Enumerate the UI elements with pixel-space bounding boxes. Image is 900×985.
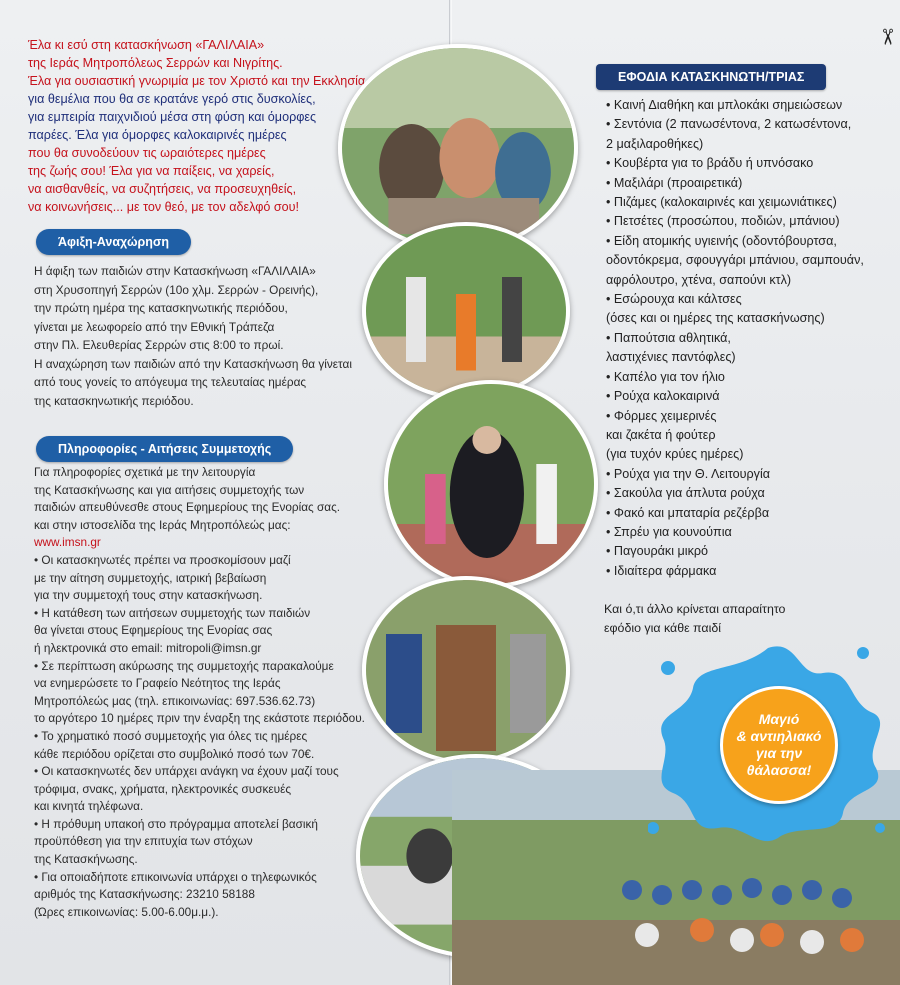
info-bullets: [34, 552, 374, 921]
info-bullet-line: θα γίνεται στους Εφημερίους της Ενορίας σας: [34, 623, 273, 638]
arrival-line: στην Πλ. Ελευθερίας Σερρών στις 8:00 το πρωί.: [34, 338, 284, 352]
supplies-item: • Ρούχα καλοκαιρινά: [606, 389, 720, 404]
info-bullet-line: τρόφιμα, σνακς, χρήματα, ηλεκτρονικές συσκευές: [34, 781, 292, 796]
supplies-item: • Κουβέρτα για το βράδυ ή υπνόσακο: [606, 156, 814, 171]
arrival-heading: Άφιξη-Αναχώρηση: [36, 229, 191, 255]
info-bullet-line: • Η πρόθυμη υπακοή στο πρόγραμμα αποτελεί βασική: [34, 816, 318, 831]
intro-line: της ζωής σου! Έλα για να παίξεις, να χαρείς,: [28, 164, 275, 178]
supplies-item: • Εσώρουχα και κάλτσες: [606, 292, 742, 307]
info-text: [34, 464, 374, 921]
intro-line: Έλα κι εσύ στη κατασκήνωση «ΓΑΛΙΛΑΙΑ»: [28, 38, 265, 52]
photo-circle-3: [384, 380, 598, 588]
photo-circle-2: [362, 222, 570, 400]
supplies-item: • Σακούλα για άπλυτα ρούχα: [606, 486, 765, 501]
photo-food-trays: [366, 580, 566, 760]
website-link[interactable]: www.imsn.gr: [34, 535, 101, 550]
info-bullet-line: το αργότερο 10 ημέρες πριν την έναρξη της εκάστοτε περιόδου.: [34, 711, 365, 726]
supplies-item: • Πετσέτες (προσώπου, ποδιών, μπάνιου): [606, 214, 840, 229]
info-line: της Κατασκήνωσης και για αιτήσεις συμμετοχής των: [34, 482, 305, 497]
scissors-icon: ✂: [874, 27, 900, 47]
intro-line: για εμπειρία παιχνιδιού μέσα στη φύση και όμορφες: [28, 110, 317, 124]
supplies-item: • Είδη ατομικής υγιεινής (οδοντόβουρτσα,: [606, 233, 837, 248]
supplies-item: 2 μαξιλαροθήκες): [606, 136, 704, 151]
arrival-text: [34, 262, 374, 410]
info-bullet-line: • Σε περίπτωση ακύρωσης της συμμετοχής παρακαλούμε: [34, 658, 334, 673]
intro-line: της Ιεράς Μητροπόλεως Σερρών και Νιγρίτης.: [28, 56, 283, 70]
supplies-item: λαστιχένιες παντόφλες): [606, 350, 736, 365]
info-line: Για πληροφορίες σχετικά με την λειτουργία: [34, 465, 256, 479]
closing-line: εφόδιο για κάθε παιδί: [604, 621, 721, 635]
closing-line: Και ό,τι άλλο κρίνεται απαραίτητο: [604, 602, 786, 616]
intro-line: παρέες. Έλα για όμορφες καλοκαιρινές ημέρες: [28, 128, 287, 142]
supplies-list: [606, 96, 886, 581]
info-bullet-line: • Οι κατασκηνωτές πρέπει να προσκομίσουν μαζί: [34, 552, 291, 567]
info-bullet-line: με την αίτηση συμμετοχής, ιατρική βεβαίωση: [34, 570, 267, 585]
info-bullet-line: κάθε περιόδου ορίζεται στο συμβολικό ποσό των 70€.: [34, 746, 315, 761]
info-bullet-line: της Κατασκήνωσης.: [34, 852, 138, 867]
supplies-item: • Σπρέυ για κουνούπια: [606, 524, 732, 539]
supplies-item: • Παγουράκι μικρό: [606, 544, 709, 559]
arrival-line: την πρώτη ημέρα της κατασκηνωτικής περιόδου,: [34, 301, 288, 315]
supplies-item: • Ιδιαίτερα φάρμακα: [606, 563, 717, 578]
photo-circle-1: [338, 44, 578, 252]
photo-children-eating: [342, 48, 574, 248]
supplies-item: • Ρούχα για την Θ. Λειτουργία: [606, 466, 771, 481]
supplies-item: (όσες και οι ημέρες της κατασκήνωσης): [606, 311, 825, 326]
arrival-line: από τους γονείς το απόγευμα της τελευταίας ημέρας: [34, 375, 307, 389]
intro-line: να αισθανθείς, να συζητήσεις, να προσευχηθείς,: [28, 182, 297, 196]
info-bullet-line: • Για οποιαδήποτε επικοινωνία υπάρχει ο τηλεφωνικός: [34, 869, 317, 884]
badge-line: Μαγιό: [758, 711, 800, 727]
supplies-item: • Καπέλο για τον ήλιο: [606, 369, 725, 384]
info-bullet-line: ή ηλεκτρονικά στο email: mitropoli@imsn.gr: [34, 640, 262, 655]
supplies-item: • Παπούτσια αθλητικά,: [606, 330, 731, 345]
badge-line: & αντιηλιακό: [736, 728, 822, 744]
supplies-item: • Σεντόνια (2 πανωσέντονα, 2 κατωσέντονα,: [606, 117, 852, 132]
supplies-item: • Καινή Διαθήκη και μπλοκάκι σημειώσεων: [606, 98, 843, 112]
intro-line: να κοινωνήσεις... με τον θεό, με τον αδελφό σου!: [28, 200, 300, 214]
supplies-item: (για τυχόν κρύες ημέρες): [606, 447, 744, 462]
badge-line: για την: [755, 745, 803, 761]
arrival-line: Η αναχώρηση των παιδιών από την Κατασκήνωση θα γίνεται: [34, 356, 352, 371]
supplies-item: • Φακό και μπαταρία ρεζέρβα: [606, 505, 770, 520]
info-bullet-line: για την συμμετοχή τους στην κατασκήνωση.: [34, 588, 263, 603]
supplies-item: • Φόρμες χειμερινές: [606, 408, 717, 423]
badge-line: θάλασσα!: [746, 762, 812, 778]
intro-line: Έλα για ουσιαστική γνωριμία με τον Χριστό και την Εκκλησία,: [28, 74, 369, 88]
supplies-item: • Μαξιλάρι (προαιρετικά): [606, 175, 743, 190]
intro-line: για θεμέλια που θα σε κρατάνε γερό στις δυσκολίες,: [28, 92, 316, 106]
supplies-heading: ΕΦΟΔΙΑ ΚΑΤΑΣΚΗΝΩΤΗ/ΤΡΙΑΣ: [596, 64, 826, 90]
arrival-line: στη Χρυσοπηγή Σερρών (10ο χλμ. Σερρών - Ορεινής),: [34, 282, 319, 297]
supplies-item: και ζακέτα ή φούτερ: [606, 427, 716, 442]
intro-line: που θα συνοδεύουν τις ωραιότερες ημέρες: [28, 146, 266, 160]
supplies-item: αφρόλουτρο, χτένα, σαπούνι κτλ): [606, 272, 792, 287]
info-bullet-line: και κινητά τηλέφωνα.: [34, 799, 144, 814]
info-bullet-line: Μητροπόλεώς μας (τηλ. επικοινωνίας: 697.536.62.73): [34, 693, 316, 708]
info-bullet-line: • Το χρηματικό ποσό συμμετοχής για όλες τις ημέρες: [34, 728, 308, 743]
photo-priest-with-children: [388, 384, 594, 584]
info-bullet-line: να ενημερώσετε το Γραφείο Νεότητος της Ιεράς: [34, 676, 281, 691]
info-line: παιδιών απευθύνεσθε στους Εφημερίους της Ενορίας σας.: [34, 500, 341, 515]
intro-paragraph: [28, 36, 369, 216]
photo-kids-outdoors: [366, 226, 566, 396]
info-bullet-line: αριθμός της Κατασκήνωσης: 23210 58188: [34, 887, 255, 902]
photo-circle-4: [362, 576, 570, 764]
info-bullet-line: (Ώρες επικοινωνίας: 5.00-6.00μ.μ.).: [34, 904, 219, 919]
arrival-line: της κατασκηνωτικής περιόδου.: [34, 393, 194, 408]
info-bullet-line: • Η κατάθεση των αιτήσεων συμμετοχής των παιδιών: [34, 605, 311, 620]
info-line: και στην ιστοσελίδα της Ιεράς Μητροπόλεώς μας:: [34, 517, 291, 532]
supplies-item: οδοντόκρεμα, σφουγγάρι μπάνιου, σαμπουάν,: [606, 253, 864, 268]
arrival-line: Η άφιξη των παιδιών στην Κατασκήνωση «ΓΑΛΙΛΑΙΑ»: [34, 264, 316, 278]
info-bullet-line: προϋπόθεση για την επιτυχία των στόχων: [34, 834, 253, 849]
info-heading: Πληροφορίες - Αιτήσεις Συμμετοχής: [36, 436, 293, 462]
arrival-line: γίνεται με λεωφορείο από την Εθνική Τράπεζα: [34, 319, 275, 334]
swimsuit-badge: [720, 686, 838, 804]
info-bullet-line: • Οι κατασκηνωτές δεν υπάρχει ανάγκη να έχουν μαζί τους: [34, 764, 339, 779]
supplies-item: • Πιζάμες (καλοκαιρινές και χειμωνιάτικες): [606, 195, 837, 210]
